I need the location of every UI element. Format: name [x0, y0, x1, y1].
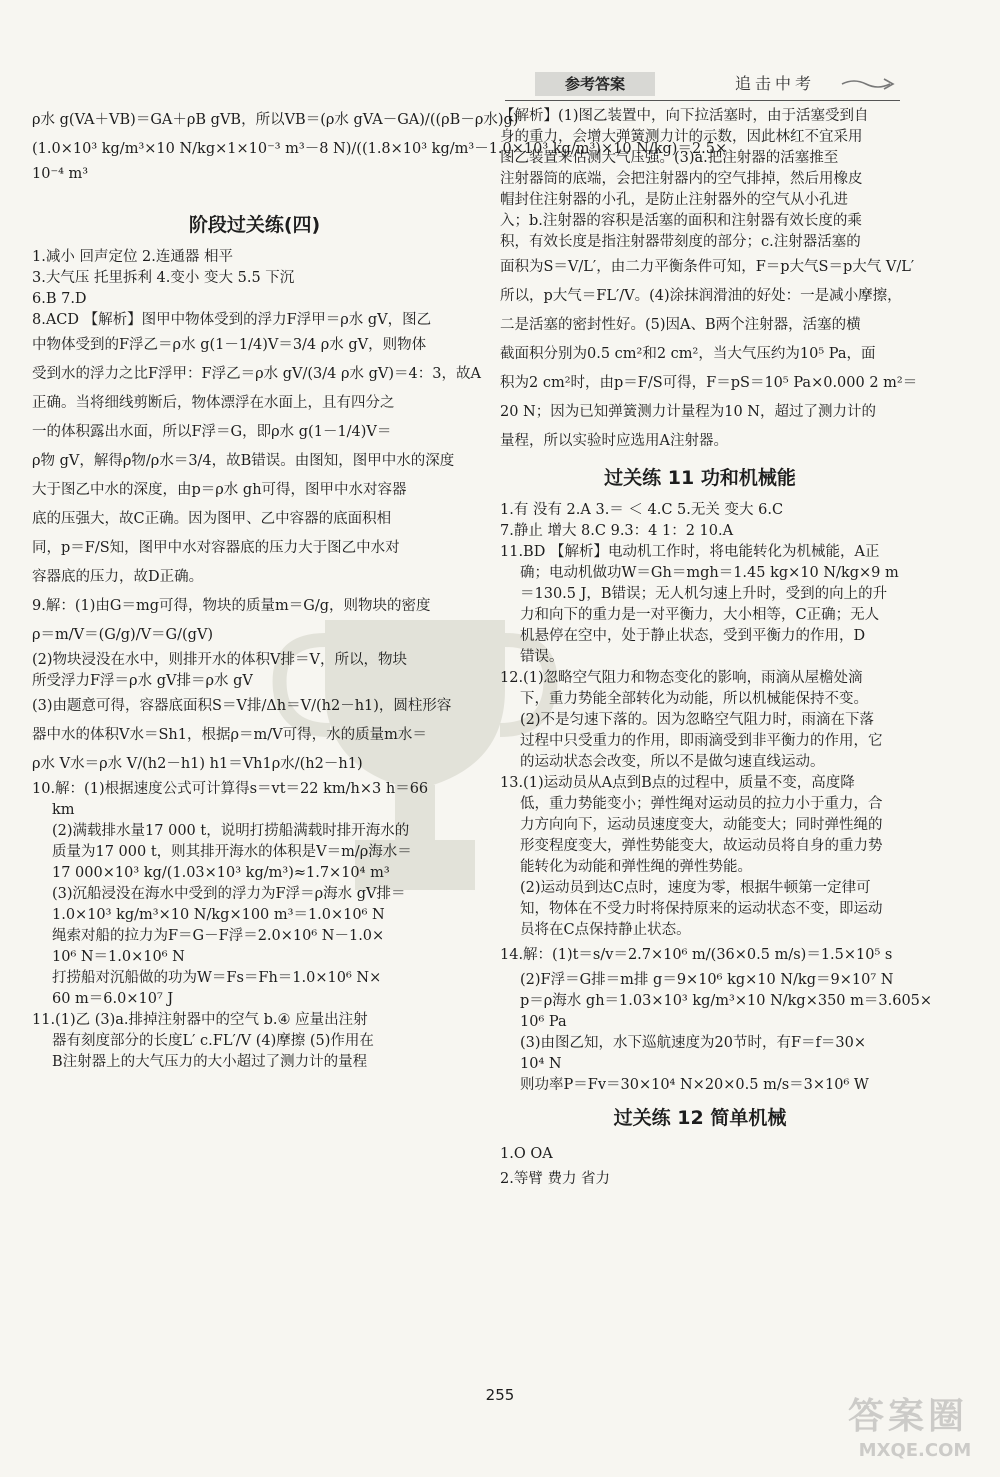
text-line: 形变程度变大，弹性势能变大，故运动员将自身的重力势 — [520, 838, 883, 854]
text-line: 二是活塞的密封性好。(5)因A、B两个注射器，活塞的横 — [500, 317, 861, 333]
text-line: 60 m＝6.0×10⁷ J — [52, 991, 174, 1007]
text-line: (2)不是匀速下落的。因为忽略空气阻力时，雨滴在下落 — [520, 712, 875, 728]
text-line: 17 000×10³ kg/(1.03×10³ kg/m³)≈1.7×10⁴ m³ — [52, 865, 390, 881]
text-line: 受到水的浮力之比F浮甲：F浮乙＝ρ水 gV/(3/4 ρ水 gV)＝4：3，故A — [32, 366, 481, 382]
section-title: 过关练 11 功和机械能 — [604, 467, 796, 489]
text-line: 10⁴ N — [520, 1056, 562, 1072]
text-line: 注射器筒的底端，会把注射器内的空气排掉，然后用橡皮 — [500, 171, 863, 187]
right-top-block — [500, 106, 918, 456]
text-line: (3)由图乙知，水下巡航速度为20节时，有F＝f＝30× — [520, 1035, 867, 1051]
text-line: ρ物 gV，解得ρ物/ρ水＝3/4，故B错误。由图知，图甲中水的深度 — [32, 453, 455, 469]
text-line: 大于图乙中水的深度，由p＝ρ水 gh可得，图甲中水对容器 — [32, 482, 407, 498]
text-line: 9.解：(1)由G＝mg可得，物块的质量m＝G/g，则物块的密度 — [32, 598, 431, 614]
text-line: 【解析】(1)图乙装置中，向下拉活塞时，由于活塞受到自 — [500, 108, 869, 124]
text-line: 1.O OA — [500, 1146, 553, 1162]
text-line: 中物体受到的F浮乙＝ρ水 g(1－1/4)V＝3/4 ρ水 gV，则物体 — [32, 337, 427, 353]
text-line: 绳索对船的拉力为F＝G－F浮＝2.0×10⁶ N－1.0× — [52, 928, 385, 944]
text-line: 1.减小 回声定位 2.连通器 相平 — [32, 249, 233, 265]
text-line: 错误。 — [520, 649, 564, 665]
text-line: 入；b.注射器的容积是活塞的面积和注射器有效长度的乘 — [500, 213, 862, 229]
text-line: 3.大气压 托里拆利 4.变小 变大 5.5 下沉 — [32, 270, 295, 286]
text-line: B注射器上的大气压力的大小超过了测力计的量程 — [52, 1054, 368, 1070]
text-line: 截面积分别为0.5 cm²和2 cm²，当大气压约为10⁵ Pa，面 — [500, 346, 876, 362]
text-line: 同，p＝F/S知，图甲中水对容器底的压力大于图乙中水对 — [32, 540, 400, 556]
text-line: (1.0×10³ kg/m³×10 N/kg×1×10⁻³ m³－8 N)/((1.8×10³ kg/m³－1.0×10³ kg/m³)×10 N/kg)＝2.5× — [32, 141, 728, 157]
text-line: 器中水的体积V水＝Sh1，根据ρ＝m/V可得，水的质量m水＝ — [32, 727, 427, 743]
text-line: 力方向向下，运动员速度变大，动能变大；同时弹性绳的 — [520, 817, 883, 833]
text-line: km — [52, 802, 75, 818]
text-line: 2.等臂 费力 省力 — [500, 1171, 611, 1187]
text-line: 7.静止 增大 8.C 9.3：4 1：2 10.A — [500, 523, 734, 539]
text-line: 1.有 没有 2.A 3.＝ ＜ 4.C 5.无关 变大 6.C — [500, 502, 784, 518]
text-line: 则功率P＝Fv＝30×10⁴ N×20×0.5 m/s＝3×10⁶ W — [520, 1077, 869, 1093]
text-line: 下，重力势能全部转化为动能，所以机械能保持不变。 — [520, 691, 868, 707]
section-title: 过关练 12 简单机械 — [613, 1107, 787, 1129]
page-header — [505, 70, 900, 101]
text-line: 器有刻度部分的长度L′ c.FL′/V (4)摩擦 (5)作用在 — [52, 1033, 374, 1049]
text-line: 过程中只受重力的作用，即雨滴受到非平衡力的作用，它 — [520, 733, 883, 749]
text-line: 一的体积露出水面，所以F浮＝G，即ρ水 g(1－1/4)V＝ — [32, 424, 392, 440]
header-decoration-icon — [840, 76, 895, 92]
text-line: 身的重力，会增大弹簧测力计的示数，因此林红不宜采用 — [500, 129, 863, 145]
text-line: (2)F浮＝G排＝m排 g＝9×10⁶ kg×10 N/kg＝9×10⁷ N — [520, 972, 894, 988]
text-line: 12.(1)忽略空气阻力和物态变化的影响，雨滴从屋檐处滴 — [500, 670, 863, 686]
text-line: 20 N；因为已知弹簧测力计量程为10 N，超过了测力计的 — [500, 404, 876, 420]
header-tag: 参考答案 — [535, 72, 655, 96]
page-number: 255 — [485, 1386, 515, 1404]
text-line: (3)由题意可得，容器底面积S＝V排/Δh＝V/(h2－h1)，圆柱形容 — [32, 698, 452, 714]
watermark-brand-logo: 答案圈 — [847, 1396, 968, 1437]
text-line: 质量为17 000 t，则其排开海水的体积是V＝m/ρ海水＝ — [52, 844, 412, 860]
right-section1-block — [500, 500, 933, 1096]
text-line: ρ水 V水＝ρ水 V/(h2－h1) h1＝Vh1ρ水/(h2－h1) — [32, 756, 363, 772]
text-line: 容器底的压力，故D正确。 — [32, 569, 204, 585]
section-title: 阶段过关练(四) — [188, 214, 321, 236]
text-line: ＝130.5 J，B错误；无人机匀速上升时，受到的向上的升 — [520, 586, 888, 602]
text-line: 6.B 7.D — [32, 291, 87, 307]
text-line: 10.解：(1)根据速度公式可计算得s＝vt＝22 km/h×3 h＝66 — [32, 781, 429, 797]
text-line: ρ＝m/V＝(G/g)/V＝G/(gV) — [32, 627, 214, 643]
text-line: 能转化为动能和弹性绳的弹性势能。 — [520, 859, 752, 875]
text-line: 帽封住注射器的小孔，是防止注射器外的空气从小孔进 — [500, 192, 848, 208]
text-line: 员将在C点保持静止状态。 — [520, 922, 691, 938]
text-line: 11.(1)乙 (3)a.排掉注射器中的空气 b.④ 应量出注射 — [32, 1012, 368, 1028]
text-line: ρ水 g(VA＋VB)＝GA＋ρB gVB，所以VB＝(ρ水 gVA－GA)/((ρB－ρ水)g) — [32, 112, 519, 128]
text-line: (3)沉船浸没在海水中受到的浮力为F浮＝ρ海水 gV排＝ — [52, 886, 406, 902]
text-line: 8.ACD 【解析】图甲中物体受到的浮力F浮甲＝ρ水 gV，图乙 — [32, 312, 432, 328]
header-title: 追击中考 — [735, 74, 816, 93]
text-line: 量程，所以实验时应选用A注射器。 — [500, 433, 728, 449]
text-line: 11.BD 【解析】电动机工作时，将电能转化为机械能，A正 — [500, 544, 880, 560]
text-line: (2)物块浸没在水中，则排开水的体积V排＝V，所以，物块 — [32, 652, 407, 668]
text-line: 正确。当将细线剪断后，物体漂浮在水面上，且有四分之 — [32, 395, 395, 411]
text-line: (2)运动员到达C点时，速度为零，根据牛顿第一定律可 — [520, 880, 871, 896]
text-line: 底的压强大，故C正确。因为图甲、乙中容器的底面积相 — [32, 511, 392, 527]
text-line: 确；电动机做功W＝Gh＝mgh＝1.45 kg×10 N/kg×9 m — [520, 565, 899, 581]
text-line: 10⁶ Pa — [520, 1014, 567, 1030]
text-line: 1.0×10³ kg/m³×10 N/kg×100 m³＝1.0×10⁶ N — [52, 907, 385, 923]
text-line: 的运动状态会改变，所以不是做匀速直线运动。 — [520, 754, 825, 770]
text-line: 机悬停在空中，处于静止状态，受到平衡力的作用，D — [520, 628, 866, 644]
text-line: 积为2 cm²时，由p＝F/S可得，F＝pS＝10⁵ Pa×0.000 2 m²＝ — [500, 375, 918, 391]
right-column — [500, 106, 933, 1190]
text-line: 图乙装置来估测大气压强。(3)a.把注射器的活塞推至 — [500, 150, 839, 166]
text-line: 13.(1)运动员从A点到B点的过程中，质量不变，高度降 — [500, 775, 855, 791]
text-line: 低，重力势能变小；弹性绳对运动员的拉力小于重力，合 — [520, 796, 883, 812]
left-answers-block — [32, 247, 481, 1073]
text-line: 力和向下的重力是一对平衡力，大小相等，C正确；无人 — [520, 607, 880, 623]
text-line: 10⁶ N＝1.0×10⁶ N — [52, 949, 185, 965]
text-line: (2)满载排水量17 000 t，说明打捞船满载时排开海水的 — [52, 823, 410, 839]
text-line: 所以，p大气＝FL′/V。(4)涂抹润滑油的好处：一是减小摩擦， — [500, 288, 902, 304]
text-line: 10⁻⁴ m³ — [32, 166, 89, 182]
right-section2-block — [500, 1140, 900, 1190]
text-line: 知，物体在不受力时将保持原来的运动状态不变，即运动 — [520, 901, 883, 917]
text-line: 积，有效长度是指注射器带刻度的部分；c.注射器活塞的 — [500, 234, 861, 250]
text-line: 面积为S＝V/L′，由二力平衡条件可知，F＝p大气S＝p大气 V/L′ — [500, 259, 915, 275]
watermark-url: MXQE.COM — [858, 1440, 972, 1461]
text-line: 所受浮力F浮＝ρ水 gV排＝ρ水 gV — [32, 673, 253, 689]
text-line: p＝ρ海水 gh＝1.03×10³ kg/m³×10 N/kg×350 m＝3.605× — [520, 993, 933, 1009]
text-line: 打捞船对沉船做的功为W＝Fs＝Fh＝1.0×10⁶ N× — [52, 970, 382, 986]
text-line: 14.解：(1)t＝s/v＝2.7×10⁶ m/(36×0.5 m/s)＝1.5×10⁵ s — [500, 947, 893, 963]
